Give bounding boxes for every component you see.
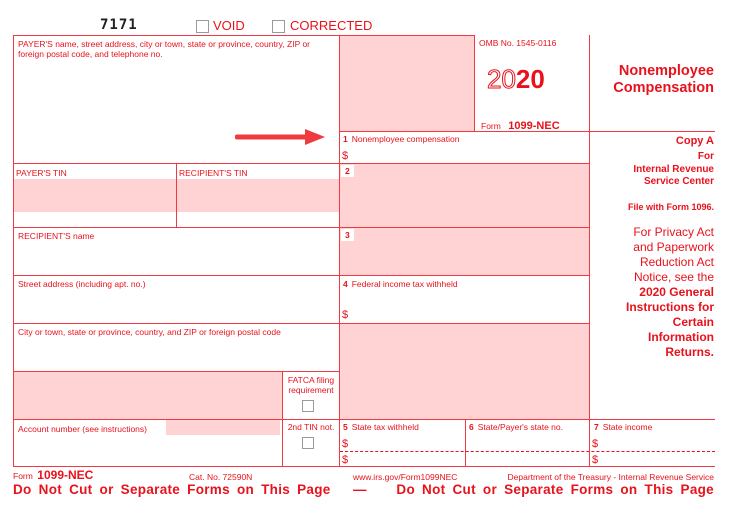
- box5-line2-input[interactable]: [352, 452, 462, 466]
- arrow-right-icon: [235, 128, 327, 146]
- box2-number: 2: [341, 165, 354, 177]
- payer-tin-label: PAYER'S TIN: [16, 168, 67, 178]
- box1-amount-input[interactable]: [352, 148, 582, 162]
- box7-line1-input[interactable]: [602, 436, 712, 450]
- warning-dash: —: [353, 482, 367, 497]
- file-with-label: File with Form 1096.: [627, 202, 714, 212]
- street-address-label: Street address (including apt. no.): [18, 279, 146, 289]
- do-not-cut-warning-right: Do Not Cut or Separate Forms on This Page: [396, 482, 714, 497]
- copy-panel: Copy A For Internal Revenue Service Center File with Form 1096. For Privacy Act and Paperwork Reduction Act Notice, see the 2020 General Instructions for Certain Information Returns.: [592, 134, 714, 360]
- void-label: VOID: [213, 18, 245, 33]
- recipient-tin-label: RECIPIENT'S TIN: [179, 168, 248, 178]
- box4-label: 4 Federal income tax withheld: [343, 279, 458, 289]
- payer-info-input[interactable]: [18, 62, 322, 126]
- box5-currency-2: $: [342, 454, 349, 466]
- recipient-tin-input[interactable]: [179, 182, 335, 208]
- right-lower-shade: [340, 323, 589, 419]
- account-number-shade: [166, 419, 280, 435]
- recipient-name-input[interactable]: [18, 247, 334, 271]
- footer-form-name: Form 1099-NEC: [13, 468, 94, 482]
- fatca-label: FATCA filing requirement: [287, 375, 335, 395]
- recipient-name-label: RECIPIENT'S name: [18, 231, 95, 241]
- account-number-input[interactable]: [18, 440, 278, 462]
- void-checkbox[interactable]: [196, 20, 209, 33]
- box7-label: 7 State income: [594, 422, 653, 432]
- box2-shade: [340, 163, 589, 227]
- box7-currency-1: $: [592, 438, 599, 450]
- form-title: Nonemployee Compensation: [613, 63, 714, 96]
- box3-shade: [340, 227, 589, 275]
- department-label: Department of the Treasury - Internal Revenue Service: [507, 472, 714, 482]
- privacy-notice: For Privacy Act and Paperwork Reduction Act Notice, see the 2020 General Instructions for Certain Information Returns.: [625, 225, 714, 359]
- city-input[interactable]: [18, 343, 334, 367]
- fatca-checkbox[interactable]: [302, 400, 314, 412]
- box6-line2-input[interactable]: [469, 452, 585, 466]
- box5-currency-1: $: [342, 438, 349, 450]
- payer-tin-input[interactable]: [16, 182, 172, 208]
- corrected-checkbox[interactable]: [272, 20, 285, 33]
- box1-label: 1 Nonemployee compensation: [343, 134, 460, 144]
- box5-label: 5 State tax withheld: [343, 422, 419, 432]
- tax-year-bold: 20: [515, 64, 545, 94]
- corrected-label: CORRECTED: [290, 18, 373, 33]
- box6-line1-input[interactable]: [469, 436, 585, 450]
- city-label: City or town, state or province, country, and ZIP or foreign postal code: [18, 327, 281, 337]
- box7-currency-2: $: [592, 454, 599, 466]
- street-address-input[interactable]: [18, 295, 334, 319]
- copy-label: Copy A: [675, 135, 714, 147]
- omb-form-name: Form 1099-NEC: [481, 120, 560, 132]
- box5-line1-input[interactable]: [352, 436, 462, 450]
- omb-number: OMB No. 1545-0116: [479, 38, 557, 48]
- second-tin-label: 2nd TIN not.: [287, 422, 335, 432]
- tax-year-outline: 20: [487, 64, 516, 94]
- catalog-number: Cat. No. 72590N: [189, 472, 253, 482]
- do-not-cut-warning-left: Do Not Cut or Separate Forms on This Page: [13, 482, 331, 497]
- account-number-label: Account number (see instructions): [18, 424, 147, 434]
- box4-amount-input[interactable]: [352, 306, 582, 320]
- left-lower-shade: [14, 371, 282, 419]
- box6-label: 6 State/Payer's state no.: [469, 422, 563, 432]
- box4-currency: $: [342, 309, 349, 321]
- second-tin-checkbox[interactable]: [302, 437, 314, 449]
- payer-info-label: PAYER'S name, street address, city or town, state or province, country, ZIP or foreign postal code, and telephone no.: [18, 39, 311, 59]
- tax-year: [487, 64, 545, 94]
- form-code: 7171: [100, 17, 138, 33]
- box1-currency: $: [342, 150, 349, 162]
- box7-line2-input[interactable]: [602, 452, 712, 466]
- shaded-top-middle: [340, 35, 474, 131]
- irs-website: www.irs.gov/Form1099NEC: [353, 472, 458, 482]
- box3-number: 3: [341, 229, 354, 241]
